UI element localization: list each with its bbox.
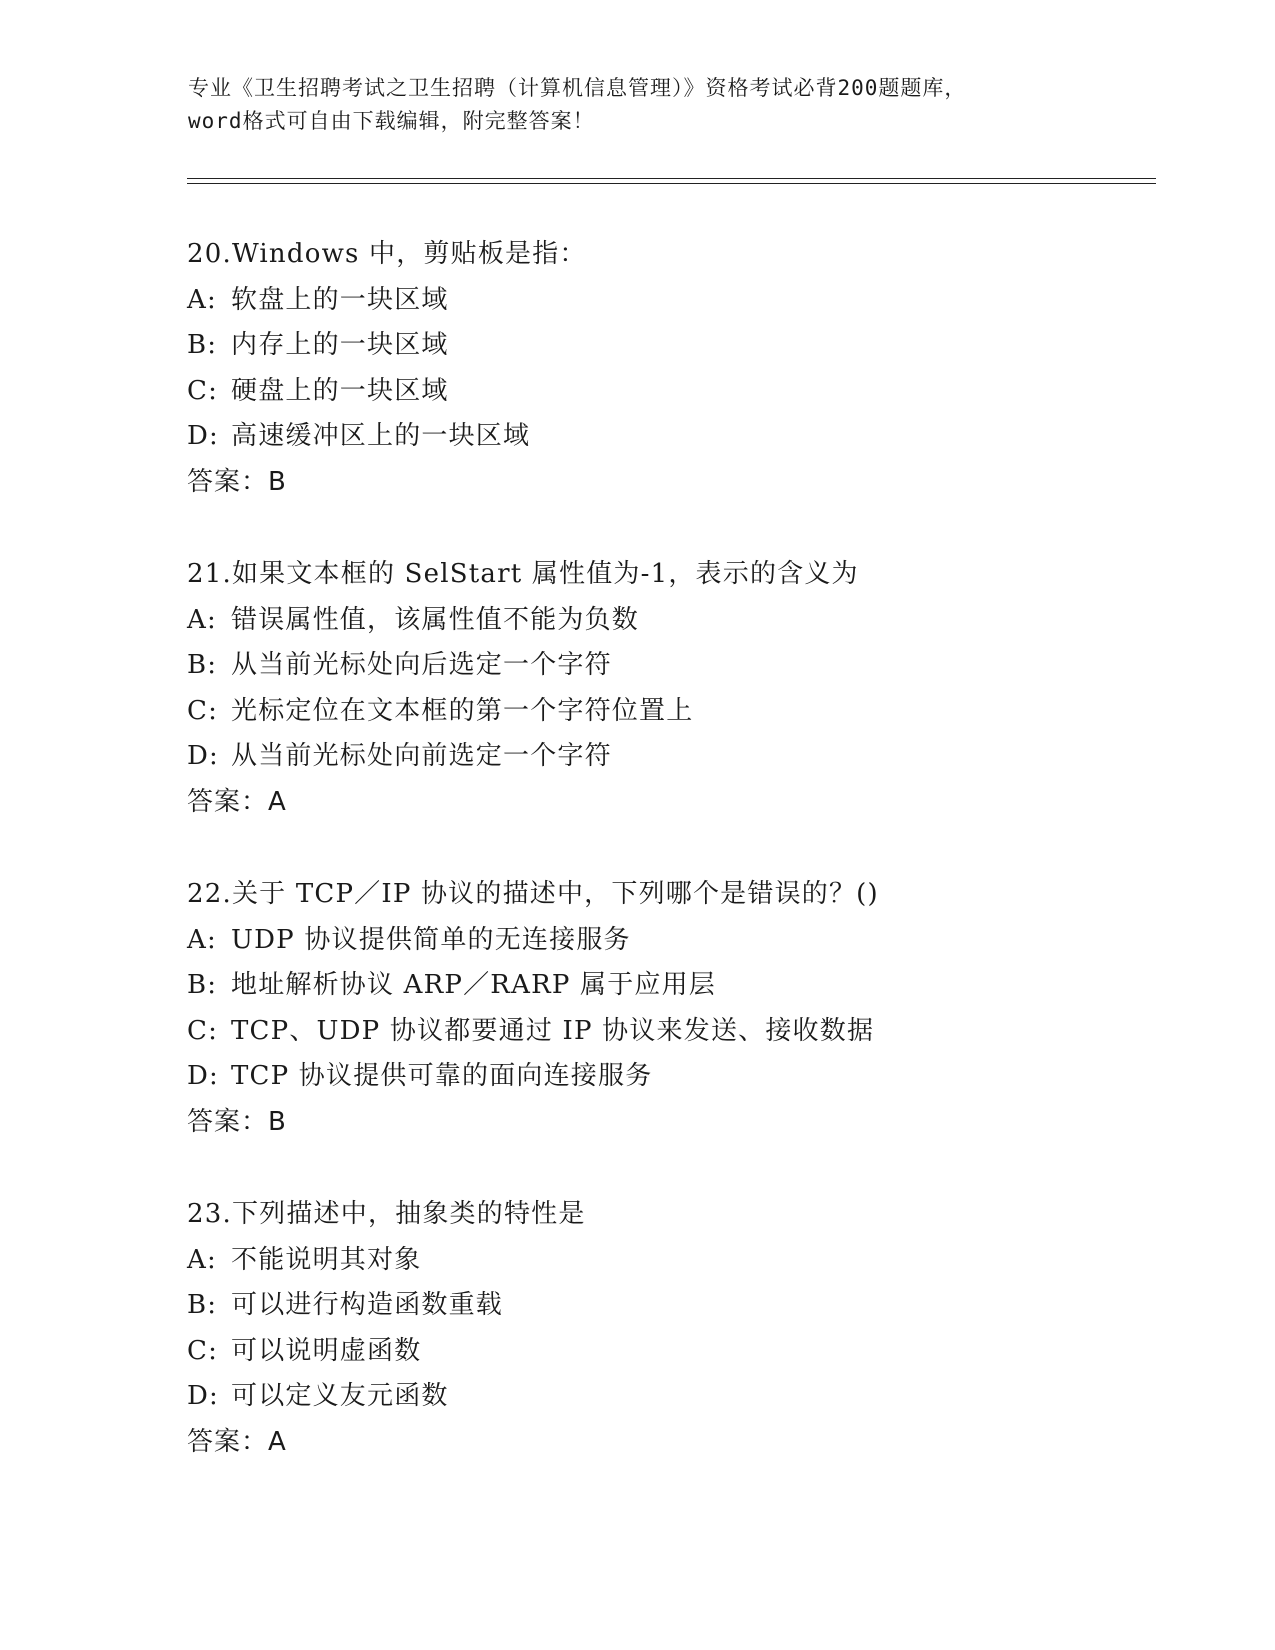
option-text: 内存上的一块区域 <box>231 330 449 360</box>
option-text: 可以定义友元函数 <box>231 1381 449 1411</box>
option-d <box>187 414 1167 460</box>
option-text: TCP、UDP 协议都要通过 IP 协议来发送、接收数据 <box>231 1015 875 1046</box>
answer: 答案：B <box>187 466 287 497</box>
option-text: 硬盘上的一块区域 <box>231 375 449 406</box>
header-divider-bottom <box>187 183 1156 184</box>
option-label: A: <box>187 924 217 955</box>
option-d <box>187 734 1167 780</box>
option-label: A: <box>187 1244 217 1275</box>
option-b <box>187 323 1167 369</box>
option-c <box>187 369 1167 415</box>
header-divider-top <box>187 178 1156 179</box>
question-stem: 22.关于 TCP／IP 协议的描述中，下列哪个是错误的？() <box>187 879 879 909</box>
option-label: C: <box>187 1015 219 1046</box>
option-a <box>187 1238 1167 1284</box>
option-text: 错误属性值，该属性值不能为负数 <box>231 604 640 635</box>
answer: 答案：B <box>187 1106 287 1137</box>
option-text: 高速缓冲区上的一块区域 <box>231 421 531 451</box>
option-label: B: <box>187 650 218 680</box>
option-label: C: <box>187 695 219 726</box>
question-20 <box>187 232 1167 505</box>
option-text: 地址解析协议 ARP／RARP 属于应用层 <box>231 970 716 1000</box>
option-d <box>187 1374 1167 1420</box>
answer: 答案：A <box>187 1426 287 1457</box>
option-a <box>187 278 1167 324</box>
option-label: A: <box>187 284 217 315</box>
question-stem: 20.Windows 中，剪贴板是指： <box>187 239 587 269</box>
question-22 <box>187 872 1167 1145</box>
option-label: B: <box>187 1290 218 1320</box>
question-21 <box>187 552 1167 825</box>
option-text: 不能说明其对象 <box>231 1244 422 1275</box>
option-c <box>187 1329 1167 1375</box>
option-label: D: <box>187 1061 220 1091</box>
option-label: B: <box>187 970 218 1000</box>
answer: 答案：A <box>187 786 287 817</box>
option-b <box>187 963 1167 1009</box>
option-label: D: <box>187 421 220 451</box>
question-list <box>187 232 1167 1512</box>
option-c <box>187 1009 1167 1055</box>
question-23 <box>187 1192 1167 1465</box>
option-b <box>187 643 1167 689</box>
header-line-1: 专业《卫生招聘考试之卫生招聘（计算机信息管理）》资格考试必背200题题库， <box>188 76 967 100</box>
option-label: B: <box>187 330 218 360</box>
option-text: 软盘上的一块区域 <box>231 284 449 315</box>
option-text: 从当前光标处向后选定一个字符 <box>231 650 612 680</box>
option-label: C: <box>187 1335 219 1366</box>
question-stem: 21.如果文本框的 SelStart 属性值为-1，表示的含义为 <box>187 559 859 589</box>
option-label: D: <box>187 1381 220 1411</box>
option-text: TCP 协议提供可靠的面向连接服务 <box>231 1061 653 1091</box>
option-text: 光标定位在文本框的第一个字符位置上 <box>231 695 694 726</box>
option-c <box>187 689 1167 735</box>
option-d <box>187 1054 1167 1100</box>
option-text: UDP 协议提供简单的无连接服务 <box>231 924 631 955</box>
option-label: D: <box>187 741 220 771</box>
option-a <box>187 598 1167 644</box>
option-b <box>187 1283 1167 1329</box>
option-text: 从当前光标处向前选定一个字符 <box>231 741 612 771</box>
header-line-2: word格式可自由下载编辑，附完整答案！ <box>188 109 595 133</box>
document-header <box>188 72 1088 138</box>
option-text: 可以进行构造函数重载 <box>231 1290 504 1320</box>
question-stem: 23.下列描述中，抽象类的特性是 <box>187 1199 586 1229</box>
option-a <box>187 918 1167 964</box>
option-label: A: <box>187 604 217 635</box>
option-label: C: <box>187 375 219 406</box>
option-text: 可以说明虚函数 <box>231 1335 422 1366</box>
